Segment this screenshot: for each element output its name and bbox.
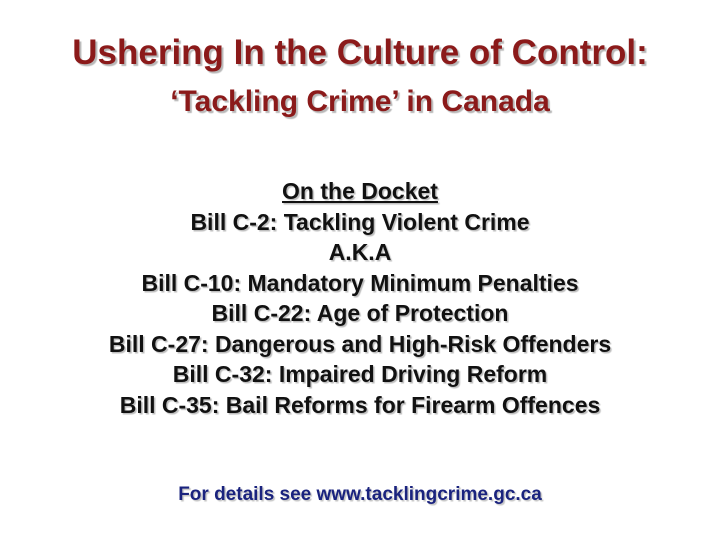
docket-list	[0, 176, 720, 420]
docket-item: Bill C-27: Dangerous and High-Risk Offenders	[108, 330, 612, 357]
docket-item: Bill C-10: Mandatory Minimum Penalties	[141, 269, 579, 296]
docket-item: Bill C-22: Age of Protection	[211, 300, 509, 326]
docket-item: A.K.A	[328, 239, 392, 265]
docket-item: Bill C-2: Tackling Violent Crime	[190, 208, 530, 235]
footer-details-text: For details see www.tacklingcrime.gc.ca	[178, 484, 542, 505]
docket-heading: On the Docket	[282, 178, 438, 204]
slide-title: Ushering In the Culture of Control:	[72, 33, 648, 72]
docket-item: Bill C-35: Bail Reforms for Firearm Offences	[119, 391, 601, 418]
slide-subtitle: ‘Tackling Crime’ in Canada	[170, 85, 550, 118]
docket-item: Bill C-32: Impaired Driving Reform	[172, 361, 548, 387]
